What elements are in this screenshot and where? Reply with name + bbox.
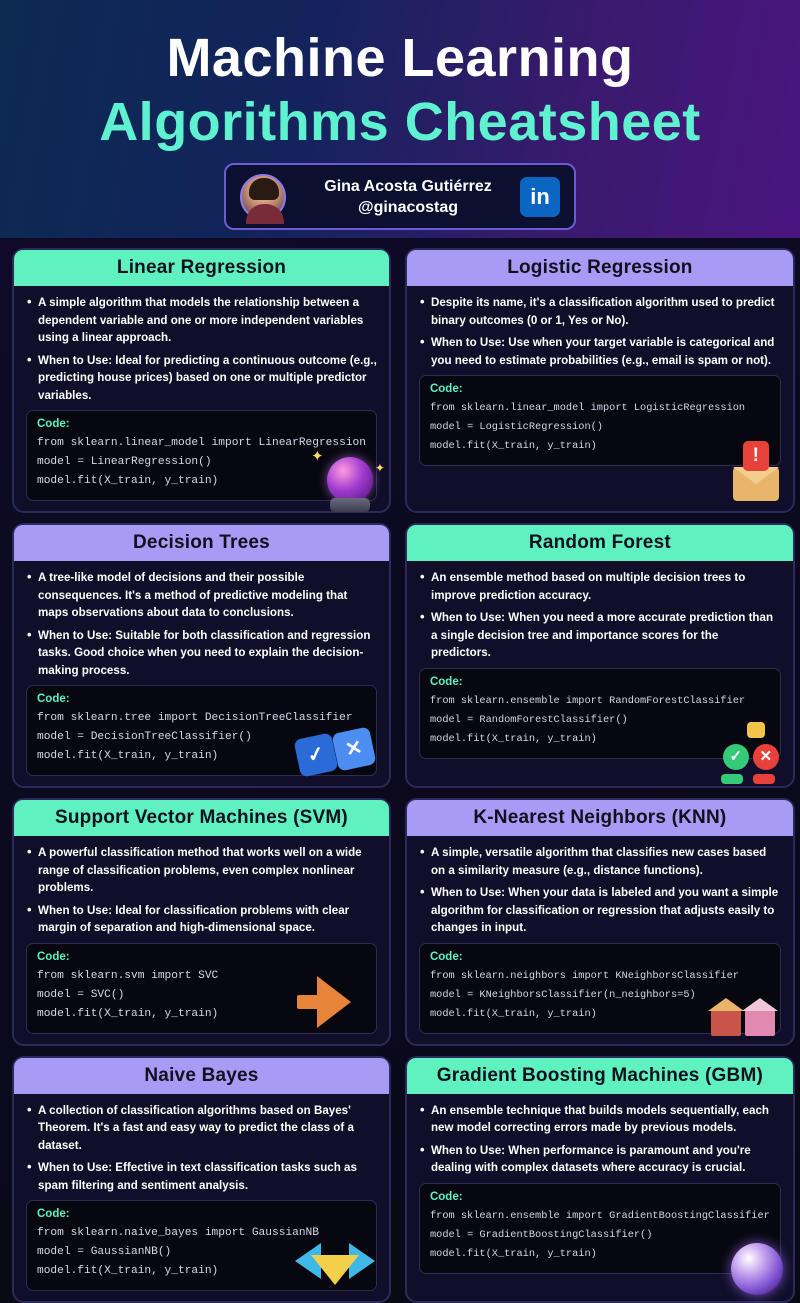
card-decision-trees [12,523,391,788]
code-label: Code: [430,383,770,395]
code-block [419,668,781,759]
card-logistic-regression [405,248,795,513]
card-points [26,569,377,679]
list-item: • An ensemble technique that builds models sequentially, each new model correcting errors made by previous models. [419,1102,781,1137]
code-line: from sklearn.ensemble import RandomForestClassifier [430,692,770,711]
linkedin-icon[interactable]: in [520,177,560,217]
code-block [26,685,377,776]
list-item: • When to Use: When performance is paramount and you're dealing with complex datasets where accuracy is crucial. [419,1142,781,1177]
card-header [14,250,389,286]
code-block [419,1183,781,1274]
author-handle: @ginacostag [296,197,520,218]
card-header [14,1058,389,1094]
page-header [0,0,800,238]
card-points [419,1102,781,1177]
code-block [26,943,377,1034]
alert-envelope-icon: ! [733,467,779,501]
author-name: Gina Acosta Gutiérrez [296,176,520,197]
code-line: model.fit(X_train, y_train) [430,437,770,456]
card-k-nearest-neighbors [405,798,795,1046]
code-line: model.fit(X_train, y_train) [37,747,366,766]
card-support-vector-machines [12,798,391,1046]
card-title: Logistic Regression [507,257,692,279]
code-label: Code: [37,1208,366,1220]
card-body [14,836,389,1044]
code-line: from sklearn.svm import SVC [37,967,366,986]
card-points [419,569,781,662]
card-gradient-boosting-machines [405,1056,795,1303]
code-line: model.fit(X_train, y_train) [430,1005,770,1024]
page-title-line2: Algorithms Cheatsheet [0,90,800,154]
card-points [26,844,377,937]
card-title: Random Forest [529,532,671,554]
code-line: model.fit(X_train, y_train) [37,472,366,491]
list-item: • A simple algorithm that models the relationship between a dependent variable and one or more independent variables using a linear approach. [26,294,377,347]
card-header [14,800,389,836]
list-item: • A powerful classification method that works well on a wide range of classification problems, even complex nonlinear problems. [26,844,377,897]
check-and-cross-cards-icon: ✓ ✕ [293,728,379,780]
code-line: from sklearn.neighbors import KNeighborsClassifier [430,967,770,986]
code-line: model = LogisticRegression() [430,418,770,437]
code-line: model = KNeighborsClassifier(n_neighbors=5) [430,986,770,1005]
card-body [407,286,793,476]
code-line: from sklearn.naive_bayes import GaussianNB [37,1224,366,1243]
card-random-forest [405,523,795,788]
code-line: model.fit(X_train, y_train) [37,1005,366,1024]
list-item: • When to Use: Effective in text classification tasks such as spam filtering and sentiment analysis. [26,1159,377,1194]
list-item: • When to Use: When your data is labeled and you want a simple algorithm for classification or regression that adjusts easily to changes in input. [419,884,781,937]
card-points [419,294,781,369]
list-item: • A simple, versatile algorithm that classifies new cases based on a similarity measure (e.g., distance functions). [419,844,781,879]
card-title: K-Nearest Neighbors (KNN) [473,807,726,829]
code-block [26,410,377,501]
card-title: Naive Bayes [144,1065,258,1087]
code-line: model = SVC() [37,986,366,1005]
approve-reject-icon: ✓ ✕ [715,722,787,782]
code-block [26,1200,377,1291]
card-points [419,844,781,937]
author-info [286,176,520,218]
code-line: model.fit(X_train, y_train) [430,730,770,749]
card-title: Gradient Boosting Machines (GBM) [437,1065,763,1087]
list-item: • An ensemble method based on multiple decision trees to improve prediction accuracy. [419,569,781,604]
card-title: Support Vector Machines (SVM) [55,807,348,829]
code-line: model = DecisionTreeClassifier() [37,728,366,747]
card-body [14,1094,389,1302]
code-line: from sklearn.linear_model import LogisticRegression [430,399,770,418]
card-header [407,800,793,836]
card-naive-bayes [12,1056,391,1303]
list-item: • When to Use: Ideal for predicting a continuous outcome (e.g., predicting house prices) based on one or multiple predictor variables. [26,352,377,405]
code-label: Code: [430,951,770,963]
author-card [224,163,576,230]
code-block [419,943,781,1034]
code-line: model = GradientBoostingClassifier() [430,1226,770,1245]
code-label: Code: [430,1191,770,1203]
cards-grid [0,238,800,1303]
code-line: model = GaussianNB() [37,1243,366,1262]
card-header [407,525,793,561]
list-item: • A collection of classification algorithms based on Bayes' Theorem. It's a fast and easy way to predict the class of a dataset. [26,1102,377,1155]
avatar [240,174,286,220]
card-body [14,561,389,786]
card-body [407,1094,793,1284]
card-title: Linear Regression [117,257,286,279]
list-item: • A tree-like model of decisions and their possible consequences. It's a method of predictive modeling that maps observations about data to conclusions. [26,569,377,622]
code-block [419,375,781,466]
code-label: Code: [37,418,366,430]
code-line: model = RandomForestClassifier() [430,711,770,730]
card-body [14,286,389,511]
card-title: Decision Trees [133,532,270,554]
page-title-line1: Machine Learning [0,26,800,90]
code-line: from sklearn.tree import DecisionTreeClassifier [37,709,366,728]
card-linear-regression [12,248,391,513]
code-label: Code: [37,693,366,705]
code-line: from sklearn.linear_model import LinearRegression [37,434,366,453]
code-line: from sklearn.ensemble import GradientBoostingClassifier [430,1207,770,1226]
crystal-ball-icon: ✦ ✦ [327,457,373,503]
list-item: • When to Use: Ideal for classification problems with clear margin of separation and high-dimensional space. [26,902,377,937]
card-header [407,1058,793,1094]
list-item: • When to Use: When you need a more accurate prediction than a single decision tree and importance scores for the predictors. [419,609,781,662]
code-line: model.fit(X_train, y_train) [430,1245,770,1264]
code-label: Code: [430,676,770,688]
card-points [26,294,377,404]
card-body [407,561,793,769]
code-line: model.fit(X_train, y_train) [37,1262,366,1281]
card-header [14,525,389,561]
card-body [407,836,793,1044]
card-header [407,250,793,286]
list-item: • When to Use: Suitable for both classification and regression tasks. Good choice when you need to explain the decision-making process. [26,627,377,680]
list-item: • When to Use: Use when your target variable is categorical and you need to estimate probabilities (e.g., email is spam or not). [419,334,781,369]
list-item: • Despite its name, it's a classification algorithm used to predict binary outcomes (0 or 1, Yes or No). [419,294,781,329]
code-label: Code: [37,951,366,963]
code-line: model = LinearRegression() [37,453,366,472]
card-points [26,1102,377,1195]
